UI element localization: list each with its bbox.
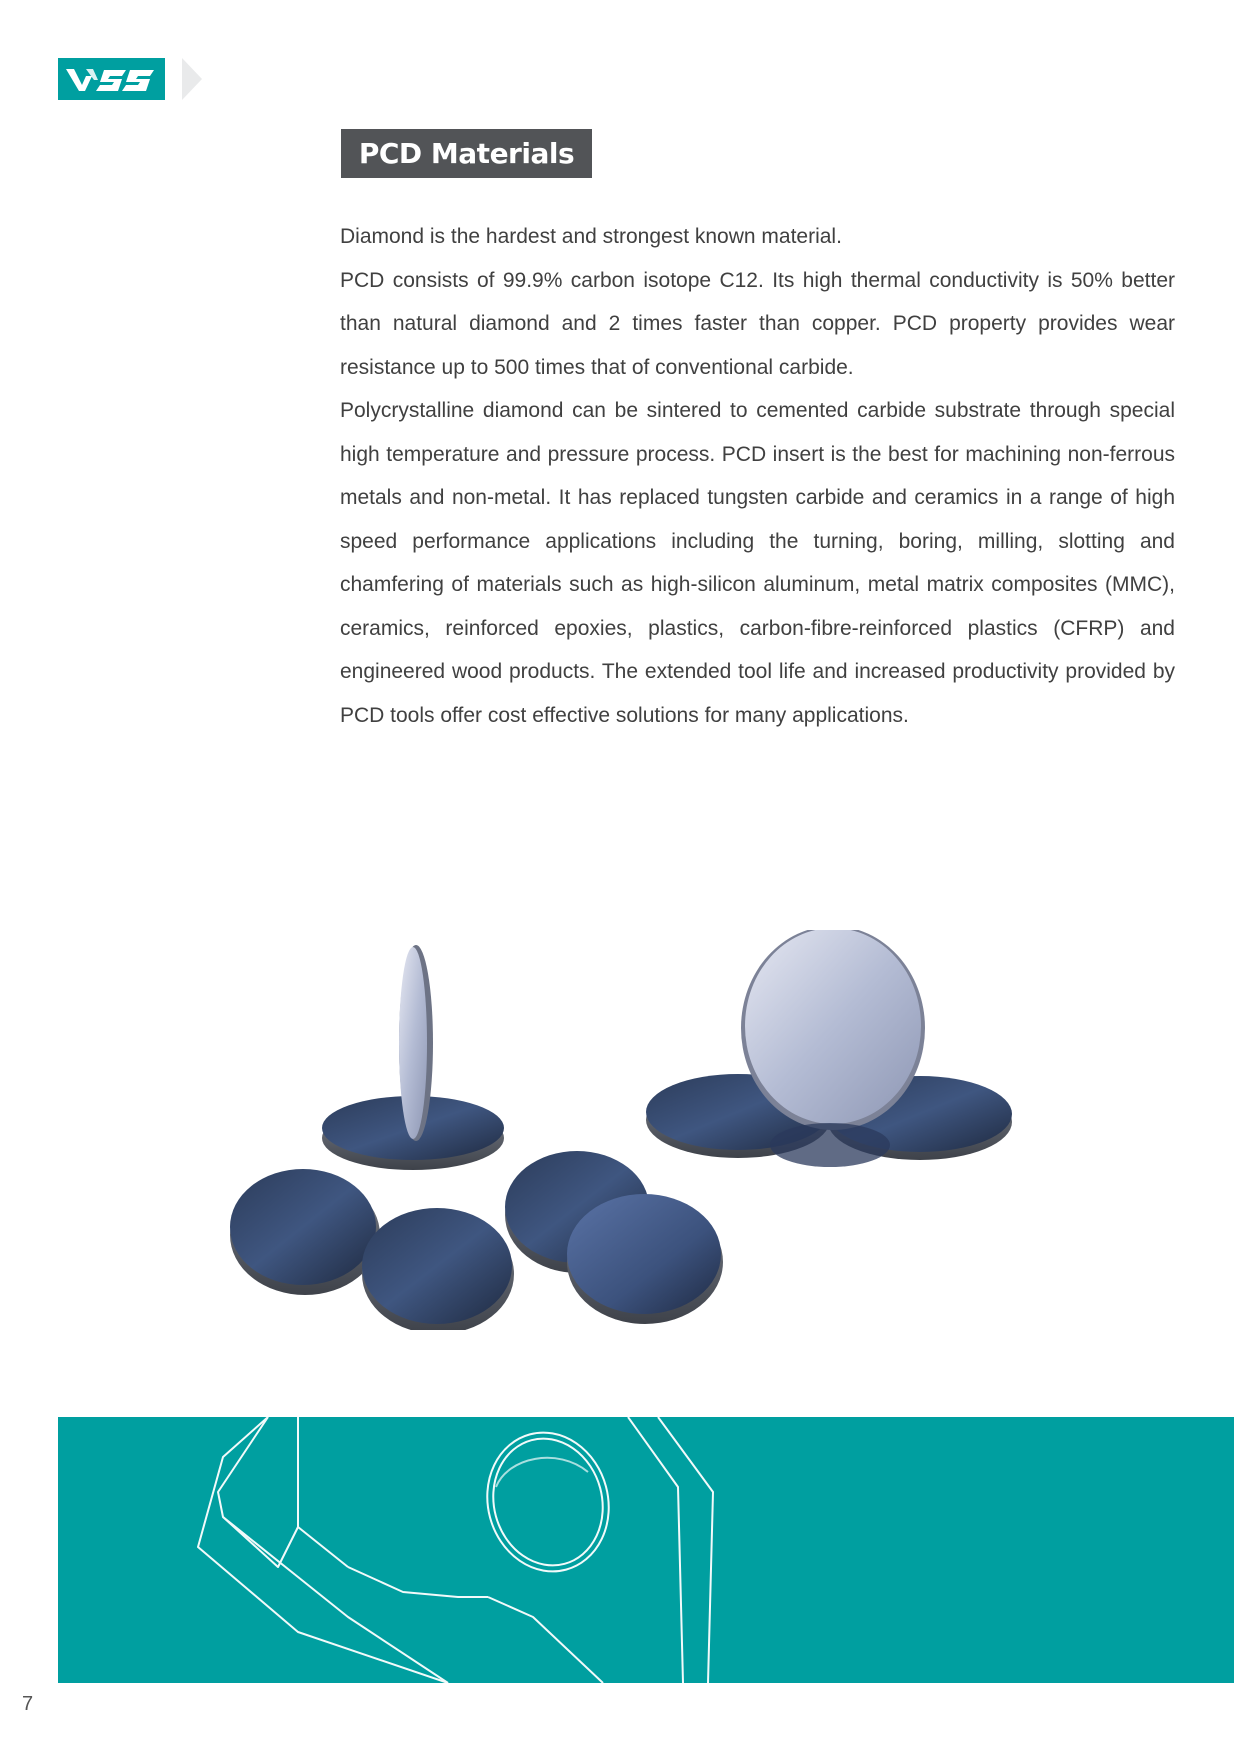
paragraph: PCD consists of 99.9% carbon isotope C12. Its high thermal conductivity is 50% better than natural diamond and 2 times faster than copper. PCD property provides wear resistance up to 500 times that of conventional carbide. — [340, 268, 1175, 379]
page-title: PCD Materials — [341, 129, 592, 178]
banner — [58, 1417, 1234, 1683]
insert-outline-drawing-icon — [58, 1417, 1234, 1683]
pcd-blanks-photo-icon — [220, 930, 1020, 1330]
wss-logo-icon — [58, 58, 165, 100]
page-number: 7 — [22, 1693, 34, 1715]
paragraph: Polycrystalline diamond can be sintered to cemented carbide substrate through special high temperature and pressure process. PCD insert is the best for machining non-ferrous metals and non-metal. It has replaced tungsten carbide and ceramics in a range of high speed performance applications including the turning, boring, milling, slotting and chamfering of materials such as high-silicon aluminum, metal matrix composites (MMC), ceramics, reinforced epoxies, plastics, carbon-fibre-reinforced plastics (CFRP) and engineered wood products. The extended tool life and increased productivity provided by PCD tools offer cost effective solutions for many applications. — [340, 399, 1175, 727]
paragraph: Diamond is the hardest and strongest known material. — [340, 225, 842, 248]
body-text — [340, 215, 1175, 737]
logo-chevron-icon — [180, 58, 204, 100]
